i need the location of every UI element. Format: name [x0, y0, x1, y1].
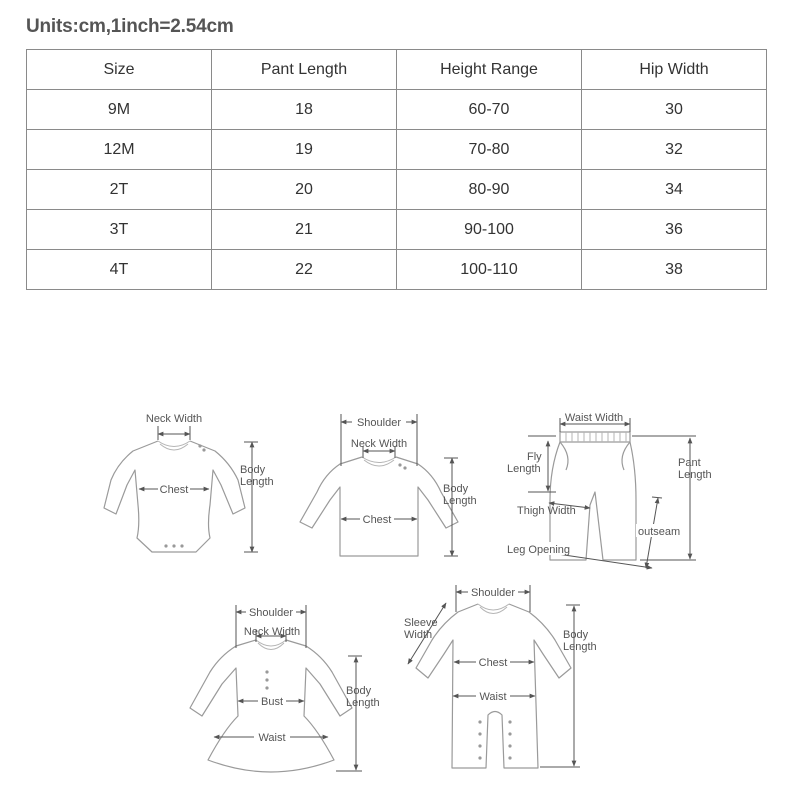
units-note: Units:cm,1inch=2.54cm	[26, 16, 234, 37]
label-body-length-2: Length	[240, 476, 274, 488]
label-pant-length-1: Pant	[678, 457, 701, 469]
cell-size: 4T	[27, 250, 212, 290]
bodysuit-outline	[104, 441, 245, 552]
label-body-length-2: Length	[346, 697, 380, 709]
label-body-length-1: Body	[240, 464, 266, 476]
cell-height-range: 80-90	[397, 170, 582, 210]
label-bust: Bust	[260, 696, 284, 708]
label-outseam: outseam	[638, 526, 681, 538]
cell-pant-length: 21	[212, 210, 397, 250]
table-row	[27, 250, 767, 290]
pants-diagram	[506, 412, 712, 568]
bodysuit-diagram	[104, 413, 274, 552]
cell-pant-length: 22	[212, 250, 397, 290]
label-shoulder: Shoulder	[470, 587, 516, 599]
label-neck-width: Neck Width	[350, 438, 408, 450]
label-sleeve-width-2: Width	[404, 629, 433, 641]
measurement-diagrams	[0, 390, 800, 790]
header-pant-length: Pant Length	[212, 50, 397, 90]
table-header-row	[27, 50, 767, 90]
label-waist-width: Waist Width	[564, 412, 624, 424]
top-diagram	[300, 414, 477, 556]
label-thigh-width: Thigh Width	[517, 505, 576, 517]
label-shoulder: Shoulder	[248, 607, 294, 619]
dress-diagram	[190, 605, 380, 772]
label-shoulder: Shoulder	[356, 417, 402, 429]
label-chest: Chest	[478, 657, 508, 669]
table-row	[27, 210, 767, 250]
cell-hip-width: 36	[582, 210, 767, 250]
label-chest: Chest	[159, 484, 189, 496]
cell-pant-length: 19	[212, 130, 397, 170]
label-fly-length-2: Length	[507, 463, 541, 475]
cell-height-range: 60-70	[397, 90, 582, 130]
cell-height-range: 90-100	[397, 210, 582, 250]
cell-height-range: 100-110	[397, 250, 582, 290]
cell-size: 2T	[27, 170, 212, 210]
cell-pant-length: 20	[212, 170, 397, 210]
cell-size: 3T	[27, 210, 212, 250]
label-pant-length-2: Length	[678, 469, 712, 481]
label-body-length-1: Body	[346, 685, 372, 697]
label-fly-length-1: Fly	[527, 451, 542, 463]
cell-size: 9M	[27, 90, 212, 130]
header-size: Size	[27, 50, 212, 90]
label-neck-width: Neck Width	[243, 626, 301, 638]
romper-diagram	[404, 585, 597, 768]
label-waist: Waist	[258, 732, 286, 744]
cell-hip-width: 30	[582, 90, 767, 130]
label-body-length-2: Length	[443, 495, 477, 507]
top-outline	[300, 457, 458, 556]
label-leg-opening: Leg Opening	[507, 544, 570, 556]
label-body-length-1: Body	[443, 483, 469, 495]
label-sleeve-width-1: Sleeve	[404, 617, 438, 629]
romper-outline	[416, 604, 571, 768]
table-row	[27, 90, 767, 130]
label-body-length-1: Body	[563, 629, 589, 641]
table-row	[27, 130, 767, 170]
cell-pant-length: 18	[212, 90, 397, 130]
cell-hip-width: 34	[582, 170, 767, 210]
label-body-length-2: Length	[563, 641, 597, 653]
label-chest: Chest	[362, 514, 392, 526]
table-row	[27, 170, 767, 210]
cell-height-range: 70-80	[397, 130, 582, 170]
cell-size: 12M	[27, 130, 212, 170]
cell-hip-width: 38	[582, 250, 767, 290]
header-height-range: Height Range	[397, 50, 582, 90]
cell-hip-width: 32	[582, 130, 767, 170]
label-neck-width: Neck Width	[145, 413, 203, 425]
label-waist: Waist	[479, 691, 507, 703]
header-hip-width: Hip Width	[582, 50, 767, 90]
size-chart-table	[26, 49, 767, 290]
